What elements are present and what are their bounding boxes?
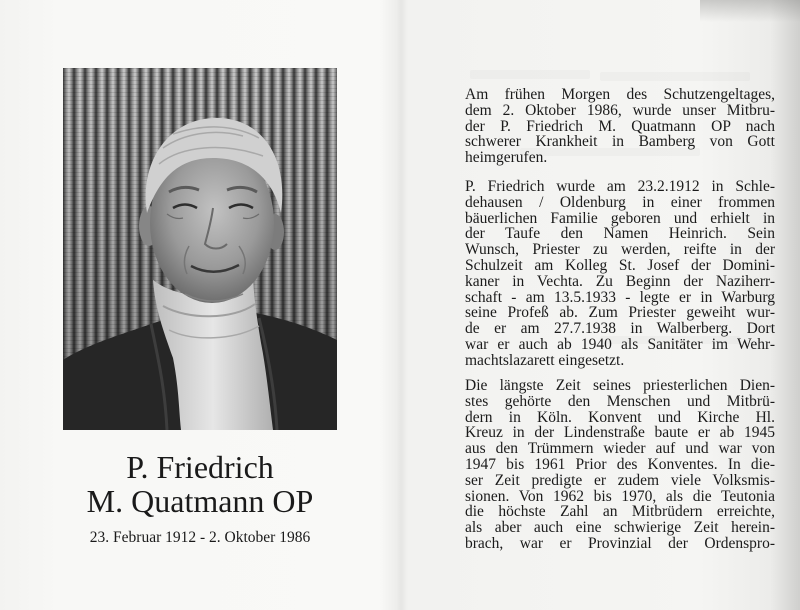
text-line: brach, war er Provinzial der Ordenspro- <box>465 534 775 552</box>
text-line: seine Profeß ab. Zum Priester geweiht wur- <box>465 304 775 322</box>
text-line: machtslazarett eingesetzt. <box>465 351 625 369</box>
paragraph-death-notice <box>465 87 775 166</box>
portrait-drawing <box>63 68 337 430</box>
text-line: heimgerufen. <box>465 149 548 167</box>
text-line: dehausen / Oldenburg in einer frommen <box>465 193 775 211</box>
scan-edge-shadow <box>700 0 800 22</box>
text-line: dem 2. Oktober 1986, wurde unser Mitbru- <box>465 101 775 119</box>
paragraph-ministry <box>465 378 775 552</box>
paragraph-biography <box>465 179 775 369</box>
name-line-1: P. Friedrich <box>126 449 274 485</box>
text-line: bäuerlichen Familie geboren und erhielt in <box>465 209 775 227</box>
text-line: sionen. Von 1962 bis 1970, als die Teutonia <box>465 487 775 505</box>
life-dates: 23. Februar 1912 - 2. Oktober 1986 <box>89 529 311 546</box>
text-line: Die längste Zeit seines priesterlichen Dien- <box>465 377 775 394</box>
text-line: dern in Köln. Konvent und Kirche Hl. <box>465 408 775 426</box>
portrait-photo <box>63 68 337 430</box>
text-line: P. Friedrich wurde am 23.2.1912 in Schle- <box>465 178 775 195</box>
text-line: die höchste Zahl an Mitbrüdern erreichte, <box>465 503 775 521</box>
name-line-2: M. Quatmann OP <box>86 483 314 519</box>
text-line: de er am 27.7.1938 in Walberberg. Dort <box>465 320 775 338</box>
text-line: Kreuz in der Lindenstraße baute er ab 1945 <box>465 424 775 442</box>
text-line: war er auch ab 1940 als Sanitäter im Wehr- <box>465 335 775 353</box>
text-line: Am frühen Morgen des Schutzengeltages, <box>465 86 775 103</box>
text-line: ser Zeit predigte er zudem viele Volksmis- <box>465 471 775 489</box>
text-line: schwerer Krankheit in Bamberg von Gott <box>465 133 775 151</box>
text-line: Schulzeit am Kolleg St. Josef der Domini- <box>465 256 775 274</box>
text-line: Wunsch, Priester zu werden, reifte in der <box>465 241 775 259</box>
text-line: schaft - am 13.5.1933 - legte er in Warburg <box>465 288 775 306</box>
text-line: aus den Trümmern wieder auf und war von <box>465 440 775 458</box>
bleed-through-mark <box>470 70 590 79</box>
text-line: als aber auch eine schwierige Zeit herein- <box>465 519 775 537</box>
text-line: 1947 bis 1961 Prior des Konventes. In die- <box>465 455 775 473</box>
text-line: kaner in Vechta. Zu Beginn der Naziherr- <box>465 272 775 290</box>
bleed-through-mark <box>600 72 750 81</box>
text-line: der P. Friedrich M. Quatmann OP nach <box>465 117 775 135</box>
text-line: stes gehörte den Menschen und Mitbrü- <box>465 392 775 410</box>
text-line: der Taufe den Namen Heinrich. Sein <box>465 225 775 243</box>
